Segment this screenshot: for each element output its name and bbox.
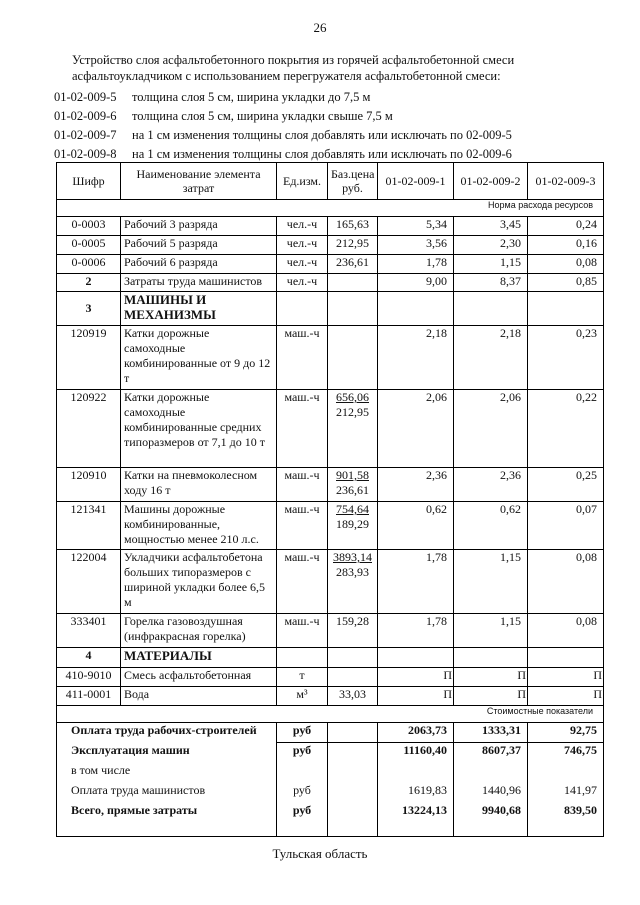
norm-label: Норма расхода ресурсов [57, 200, 604, 217]
row-code: 0-0003 [57, 217, 121, 236]
row-value-3: 0,24 [528, 217, 604, 236]
row-value-1: 2,18 [378, 326, 454, 390]
header-code: Шифр [57, 163, 121, 200]
cost-value-2: 8607,37 [454, 743, 528, 763]
row-price: 212,95 [328, 236, 378, 255]
row-value-2: 2,06 [454, 390, 528, 468]
code-description: на 1 см изменения толщины слоя добавлять или исключать по 02-009-5 [132, 128, 512, 142]
row-price: 236,61 [328, 255, 378, 274]
code-id: 01-02-009-8 [54, 147, 117, 161]
row-name: Катки дорожные самоходные комбинированные от 9 до 12 т [121, 326, 277, 390]
header-price: Баз.цена руб. [328, 163, 378, 200]
code-item [54, 88, 614, 107]
cost-value-3: 839,50 [528, 803, 604, 837]
cost-name: Оплата труда машинистов [57, 783, 277, 803]
table-row [57, 502, 604, 550]
row-unit: чел.-ч [277, 274, 328, 292]
row-name: Вода [121, 687, 277, 706]
row-value-3: 0,08 [528, 550, 604, 614]
row-code: 120910 [57, 468, 121, 502]
table-row [57, 255, 604, 274]
cost-row [57, 763, 604, 783]
row-price [328, 468, 378, 502]
header-col1: 01-02-009-1 [378, 163, 454, 200]
row-value-3: 0,25 [528, 468, 604, 502]
row-value-1: 3,56 [378, 236, 454, 255]
row-name: Катки на пневмоколесном ходу 16 т [121, 468, 277, 502]
cost-unit: руб [277, 783, 328, 803]
row-code: 0-0006 [57, 255, 121, 274]
row-unit: маш.-ч [277, 502, 328, 550]
code-list [54, 88, 614, 164]
row-value-3: 0,23 [528, 326, 604, 390]
row-value-2: 2,36 [454, 468, 528, 502]
row-value-2: 2,30 [454, 236, 528, 255]
row-name: Затраты труда машинистов [121, 274, 277, 292]
cost-value-3: 141,97 [528, 783, 604, 803]
row-unit: чел.-ч [277, 236, 328, 255]
cost-unit: руб [277, 743, 328, 763]
cost-value-2: 1440,96 [454, 783, 528, 803]
cost-row [57, 743, 604, 763]
cost-unit: руб [277, 723, 328, 743]
table-row [57, 217, 604, 236]
row-code: 333401 [57, 614, 121, 648]
row-unit: маш.-ч [277, 468, 328, 502]
table-row [57, 236, 604, 255]
row-code: 410-9010 [57, 668, 121, 687]
row-name: Смесь асфальтобетонная [121, 668, 277, 687]
row-value-1: 5,34 [378, 217, 454, 236]
row-value-1: 2,06 [378, 390, 454, 468]
code-description: на 1 см изменения толщины слоя добавлять или исключать по 02-009-6 [132, 147, 512, 161]
row-unit: маш.-ч [277, 390, 328, 468]
row-value-2: 1,15 [454, 255, 528, 274]
header-col3: 01-02-009-3 [528, 163, 604, 200]
row-price [328, 502, 378, 550]
page-footer: Тульская область [272, 846, 368, 861]
cost-name: в том числе [57, 763, 277, 783]
cost-row [57, 723, 604, 743]
cost-unit: руб [277, 803, 328, 837]
header-unit: Ед.изм. [277, 163, 328, 200]
row-name: Катки дорожные самоходные комбинированные средних типоразмеров от 7,1 до 10 т [121, 390, 277, 468]
row-value-3: 0,08 [528, 614, 604, 648]
section-row [57, 648, 604, 668]
cost-value-3: 92,75 [528, 723, 604, 743]
code-id: 01-02-009-6 [54, 109, 117, 123]
cost-value-1: 11160,40 [378, 743, 454, 763]
row-name: Рабочий 6 разряда [121, 255, 277, 274]
row-price: 33,03 [328, 687, 378, 706]
code-id: 01-02-009-5 [54, 90, 117, 104]
table-header-row [57, 163, 604, 200]
row-value-1: 1,78 [378, 255, 454, 274]
resource-table [56, 162, 604, 837]
row-value-3: П [528, 668, 604, 687]
row-price: 159,28 [328, 614, 378, 648]
row-name: Укладчики асфальтобетона больших типоразмеров с шириной укладки более 6,5 м [121, 550, 277, 614]
price-top: 901,58 [336, 468, 369, 482]
row-unit: маш.-ч [277, 614, 328, 648]
row-value-1: 0,62 [378, 502, 454, 550]
code-item [54, 107, 614, 126]
row-unit: чел.-ч [277, 255, 328, 274]
row-value-2: П [454, 668, 528, 687]
row-price [328, 326, 378, 390]
cost-value-1: 2063,73 [378, 723, 454, 743]
section-title: МАШИНЫ И МЕХАНИЗМЫ [121, 292, 277, 326]
row-value-2: 1,15 [454, 550, 528, 614]
row-name: Горелка газовоздушная (инфракрасная горелка) [121, 614, 277, 648]
row-value-3: 0,22 [528, 390, 604, 468]
section-title: МАТЕРИАЛЫ [121, 648, 277, 668]
code-description: толщина слоя 5 см, ширина укладки свыше 7,5 м [132, 109, 393, 123]
row-unit: маш.-ч [277, 326, 328, 390]
row-value-1: 9,00 [378, 274, 454, 292]
table-row [57, 274, 604, 292]
price-top: 656,06 [336, 390, 369, 404]
row-value-3: 0,85 [528, 274, 604, 292]
row-code: 411-0001 [57, 687, 121, 706]
row-value-3: 0,08 [528, 255, 604, 274]
section-number: 4 [57, 648, 121, 668]
code-description: толщина слоя 5 см, ширина укладки до 7,5 м [132, 90, 371, 104]
header-col2: 01-02-009-2 [454, 163, 528, 200]
row-code: 2 [57, 274, 121, 292]
row-unit: т [277, 668, 328, 687]
cost-row [57, 803, 604, 837]
row-value-2: 2,18 [454, 326, 528, 390]
table-row [57, 326, 604, 390]
row-unit: маш.-ч [277, 550, 328, 614]
row-price: 165,63 [328, 217, 378, 236]
intro-text: Устройство слоя асфальтобетонного покрытия из горячей асфальтобетонной смеси асфальтоукладчиком с использованием перегружателя асфальтобетонной смеси: [72, 53, 515, 83]
table-row [57, 550, 604, 614]
row-price [328, 274, 378, 292]
row-name: Рабочий 3 разряда [121, 217, 277, 236]
price-top: 3893,14 [333, 550, 372, 564]
cost-value-1: 1619,83 [378, 783, 454, 803]
cost-value-3: 746,75 [528, 743, 604, 763]
row-value-2: 8,37 [454, 274, 528, 292]
table-row [57, 614, 604, 648]
price-bottom: 283,93 [336, 565, 369, 579]
row-price [328, 668, 378, 687]
row-price [328, 550, 378, 614]
row-name: Рабочий 5 разряда [121, 236, 277, 255]
row-price [328, 390, 378, 468]
row-value-1: 1,78 [378, 614, 454, 648]
row-value-2: 0,62 [454, 502, 528, 550]
header-name: Наименование элемента затрат [121, 163, 277, 200]
row-code: 121341 [57, 502, 121, 550]
row-value-3: 0,07 [528, 502, 604, 550]
row-value-2: П [454, 687, 528, 706]
row-value-1: 2,36 [378, 468, 454, 502]
cost-label-row [57, 706, 604, 723]
section-number: 3 [57, 292, 121, 326]
row-value-2: 3,45 [454, 217, 528, 236]
row-code: 120919 [57, 326, 121, 390]
norm-label-row [57, 200, 604, 217]
row-code: 0-0005 [57, 236, 121, 255]
row-value-1: 1,78 [378, 550, 454, 614]
price-bottom: 212,95 [336, 405, 369, 419]
cost-name: Всего, прямые затраты [57, 803, 277, 837]
row-value-1: П [378, 668, 454, 687]
table-row [57, 390, 604, 468]
row-code: 122004 [57, 550, 121, 614]
page-number: 26 [313, 20, 327, 35]
price-top: 754,64 [336, 502, 369, 516]
row-value-3: П [528, 687, 604, 706]
row-unit: м³ [277, 687, 328, 706]
price-bottom: 236,61 [336, 483, 369, 497]
cost-value-2: 9940,68 [454, 803, 528, 837]
table-row [57, 468, 604, 502]
table-row [57, 668, 604, 687]
cost-label: Стоимостные показатели [57, 706, 604, 723]
code-id: 01-02-009-7 [54, 128, 117, 142]
code-item [54, 126, 614, 145]
row-unit: чел.-ч [277, 217, 328, 236]
table-row [57, 687, 604, 706]
row-value-3: 0,16 [528, 236, 604, 255]
row-name: Машины дорожные комбинированные, мощностью менее 210 л.с. [121, 502, 277, 550]
row-value-1: П [378, 687, 454, 706]
cost-value-1: 13224,13 [378, 803, 454, 837]
row-code: 120922 [57, 390, 121, 468]
cost-value-2: 1333,31 [454, 723, 528, 743]
cost-row [57, 783, 604, 803]
cost-name: Оплата труда рабочих-строителей [57, 723, 277, 743]
section-row [57, 292, 604, 326]
price-bottom: 189,29 [336, 517, 369, 531]
row-value-2: 1,15 [454, 614, 528, 648]
cost-name: Эксплуатация машин [57, 743, 277, 763]
